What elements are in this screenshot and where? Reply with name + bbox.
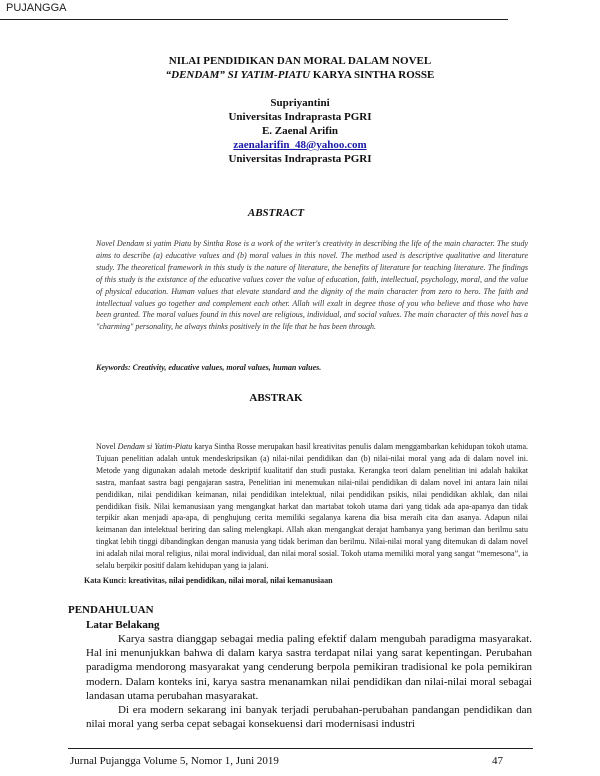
author-affiliation-1: Universitas Indraprasta PGRI <box>228 111 372 123</box>
author-email-link[interactable]: zaenalarifin_48@yahoo.com <box>233 139 367 151</box>
abstract-text: Novel Dendam si yatim Piatu by Sintha Rose is a work of the writer's creativity in describing the life of the main character. The study aims to describe (a) educative values and (b) moral values in this novel. The method used is descriptive qualitative and literature study. The theoretical framework in this study is the nature of literature, the benefits of literature for teaching literature. The findings of this study is the existance of the educative values cover the value of education, faith, intellectual, psychology, moral, and the value of physical education. Human values that elevate standard and the dignity of the main character from zero to hero. The faith and intellectual values go together and complement each other. Allah will exalt in degree those of you who believe and those who have been granted. The moral values found in this novel are religious, individual, and social values. The main character of this novel has a "charming" personality, he always thinks positively in the life that he has been through. <box>96 239 528 332</box>
paper-title-line-2 <box>60 69 540 81</box>
abstract-keywords: Keywords: Creativity, educative values, moral values, human values. <box>96 363 322 372</box>
title-author-suffix: KARYA SINTHA ROSSE <box>310 69 435 81</box>
abstrak-lead: Novel <box>96 442 118 451</box>
author-affiliation-2: Universitas Indraprasta PGRI <box>228 153 372 165</box>
abstrak-text <box>96 441 528 572</box>
abstrak-body: karya Sintha Rosse merupakan hasil kreativitas penulis dalam menggambarkan kehidupan tokoh utama. Tujuan penelitian adalah untuk mendeskripsikan (a) nilai-nilai pendidikan dan (b) nilai-nilai moral yang ada di dalam novel ini. Metode yang digunakan adalah metode deskriptif kualitatif dan studi pustaka. Kerangka teori dalam penelitian ini adalah hakikat sastra, manfaat sastra bagi pengajaran sastra, Penelitian ini menemukan nilai-nilai pendidikan di dalam novel ini antara lain nilai pendidikan, nilai pendidikan keimanan, nilai pendidikan intelektual, nilai pendidikan psikis, nilai pendidikan akhlak, dan nilai pendidikan fisik. Nilai kemanusiaan yang mengangkat harkat dan martabat tokoh utama dari yang tidak ada apa-apanya dan tidak terpikir akan menjadi apa-apa, di penghujung cerita memiliki segalanya karena dia bisa meraih cita dan asanya. Adapun nilai keimanan dan intelektual beriring dan saling melengkapi. Allah akan mengangkat derajat hambanya yang beriman dan berilmu satu tingkat lebih tinggi dibandingkan dengan manusia yang tidak beriman dan berilmu. Nilai-nilai moral yang ditemukan di dalam novel ini adalah nilai moral religius, nilai moral individual, dan nilai moral sosial. Tokoh utama memiliki moral yang sangat “memesona”, ia selalu berpikir positif dalam kehidupan yang ia jalani. <box>96 442 528 571</box>
author-name-1: Supriyantini <box>270 97 330 109</box>
section-heading-pendahuluan: PENDAHULUAN <box>68 604 154 616</box>
abstrak-heading: ABSTRAK <box>249 392 303 404</box>
novel-title: “DENDAM” SI YATIM-PIATU <box>165 69 311 81</box>
introduction-paragraph-2: Di era modern sekarang ini banyak terjadi perubahan-perubahan pandangan pendidikan dan nilai moral yang serba cepat sebagai konsekuensi dari modernisasi industri <box>86 704 532 731</box>
abstrak-keywords: Kata Kunci: kreativitas, nilai pendidikan, nilai moral, nilai kemanusiaan <box>84 576 333 585</box>
paper-title-line-1: NILAI PENDIDIKAN DAN MORAL DALAM NOVEL <box>168 55 432 67</box>
introduction-body <box>86 632 532 731</box>
footer-page-number: 47 <box>492 755 503 767</box>
author-name-2: E. Zaenal Arifin <box>261 125 339 137</box>
subsection-heading-latar-belakang: Latar Belakang <box>86 619 160 631</box>
journal-header-tag: PUJANGGA <box>6 2 67 14</box>
footer-divider <box>68 748 533 749</box>
abstrak-novel-title: Dendam si Yatim-Piatu <box>117 442 193 451</box>
author-email-row <box>60 139 540 151</box>
header-divider <box>0 19 508 20</box>
footer-journal-citation: Jurnal Pujangga Volume 5, Nomor 1, Juni 2019 <box>70 755 279 767</box>
introduction-paragraph-1: Karya sastra dianggap sebagai media paling efektif dalam mengubah paradigma masyarakat. Hal ini menunjukkan bahwa di dalam karya sastra terdapat nilai yang sarat kepentingan. Perubahan paradigma mendorong masyarakat yang cenderung berpola pemikiran tradisional ke pola pemikiran modern. Dalam konteks ini, karya sastra menanamkan nilai pendidikan dan nilai-nilai moral sebagai landasan utama perubahan masyarakat. <box>86 633 532 702</box>
abstract-heading: ABSTRACT <box>247 207 305 219</box>
